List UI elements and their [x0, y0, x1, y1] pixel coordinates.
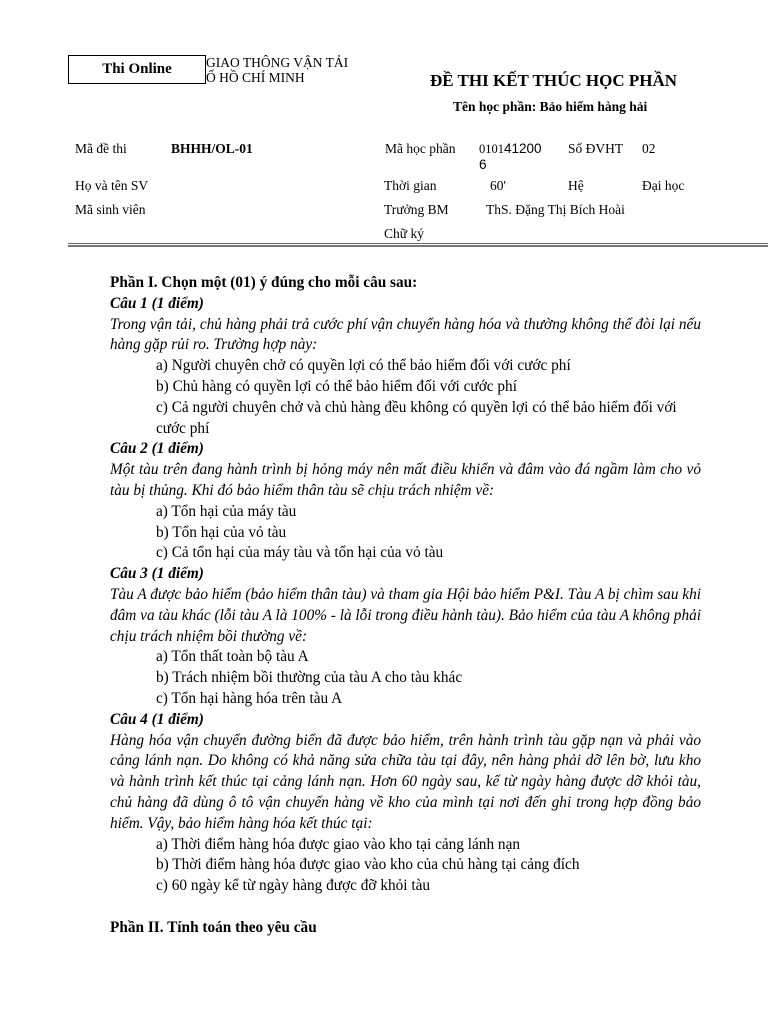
student-name-label: Họ và tên SV — [75, 178, 149, 193]
question-2-heading: Câu 2 (1 điểm) — [110, 440, 204, 458]
course-code-value — [479, 140, 542, 158]
course-subtitle: Tên học phần: Bảo hiểm hàng hải — [453, 99, 648, 114]
course-code-prefix: 0101 — [479, 142, 504, 156]
signature-label: Chữ ký — [384, 226, 424, 241]
course-code-value-line2: 6 — [479, 157, 487, 172]
time-value: 60' — [490, 178, 506, 193]
ministry-name-line1: GIAO THÔNG VẬN TẢI — [206, 55, 349, 70]
question-4-text: Hàng hóa vận chuyển đường biển đã được bảo hiểm, trên hành trình tàu gặp nạn và phải vào cảng lánh nạn. Do không có khả năng sửa chữa tàu tại đây, nên hàng phải dỡ lên bờ, lưu kho và hành trình kết thúc tại cảng lánh nạn. Hơn 60 ngày sau, kể từ ngày hàng được dỡ khỏi tàu, chủ hàng đã dùng ô tô vận chuyển hàng về kho của mình tại nơi đến ghi trong hợp đồng bảo hiểm. Vậy, bảo hiểm hàng hóa kết thúc tại: — [110, 731, 701, 832]
student-id-label: Mã sinh viên — [75, 202, 146, 217]
credits-value: 02 — [642, 141, 656, 156]
question-1-option-c: c) Cả người chuyên chở và chủ hàng đều không có quyền lợi có thể bảo hiểm đối với cước phí — [156, 398, 677, 437]
part2-heading: Phần II. Tính toán theo yêu cầu — [110, 918, 317, 936]
exam-code-label: Mã đề thi — [75, 141, 127, 156]
header-divider-thick — [68, 245, 768, 247]
thi-online-badge: Thi Online — [68, 55, 206, 84]
head-of-dept-label: Trưởng BM — [384, 202, 449, 217]
question-2-option-a: a) Tổn hại của máy tàu — [156, 502, 297, 520]
exam-code-value: BHHH/OL-01 — [171, 141, 253, 156]
question-3-option-c: c) Tổn hại hàng hóa trên tàu A — [156, 689, 343, 707]
question-2-option-c: c) Cả tổn hại của máy tàu và tổn hại của vỏ tàu — [156, 544, 444, 562]
question-3-option-a: a) Tổn thất toàn bộ tàu A — [156, 648, 309, 666]
system-label: Hệ — [568, 178, 584, 193]
question-2-option-b: b) Tổn hại của vỏ tàu — [156, 523, 287, 541]
exam-content — [110, 273, 701, 939]
course-code-label: Mã học phần — [385, 141, 456, 156]
time-label: Thời gian — [384, 178, 437, 193]
question-3-heading: Câu 3 (1 điểm) — [110, 565, 204, 583]
question-1-option-b: b) Chủ hàng có quyền lợi có thể bảo hiểm đối với cước phí — [156, 377, 517, 395]
part1-heading: Phần I. Chọn một (01) ý đúng cho mỗi câu sau: — [110, 274, 418, 291]
system-value: Đại học — [642, 178, 685, 193]
question-4-option-b: b) Thời điểm hàng hóa được giao vào kho của chủ hàng tại cảng đích — [156, 856, 580, 874]
question-1-text: Trong vận tải, chủ hàng phải trả cước phí vận chuyển hàng hóa và thường không thể đòi lại nếu hàng gặp rủi ro. Trường hợp này: — [110, 315, 701, 354]
question-3-option-b: b) Trách nhiệm bồi thường của tàu A cho tàu khác — [156, 669, 463, 687]
question-4-heading: Câu 4 (1 điểm) — [110, 710, 204, 728]
university-name-line2: Ố HỒ CHÍ MINH — [206, 70, 305, 85]
exam-title: ĐỀ THI KẾT THÚC HỌC PHẦN — [430, 71, 678, 90]
question-4-option-c: c) 60 ngày kể từ ngày hàng được đỡ khỏi tàu — [156, 877, 431, 895]
question-1-heading: Câu 1 (1 điểm) — [110, 294, 204, 312]
question-1-option-a: a) Người chuyên chở có quyền lợi có thể bảo hiểm đối với cước phí — [156, 357, 571, 375]
header-divider-thin — [68, 243, 768, 244]
head-of-dept-value: ThS. Đặng Thị Bích Hoài — [486, 202, 625, 217]
question-3-text: Tàu A được bảo hiểm (bảo hiểm thân tàu) và tham gia Hội bảo hiểm P&I. Tàu A bị chìm sau khi đâm va tàu khác (lỗi tàu A là 100% - là lỗi trong điều hành tàu). Bảo hiểm của tàu A không phải chịu trách nhiệm bồi thường về: — [110, 585, 701, 645]
question-4-option-a: a) Thời điểm hàng hóa được giao vào kho tại cảng lánh nạn — [156, 835, 521, 853]
course-code-rest: 41200 — [504, 141, 542, 156]
credits-label: Số ĐVHT — [568, 141, 624, 156]
question-2-text: Một tàu trên đang hành trình bị hỏng máy nên mất điều khiển và đâm vào đá ngầm làm cho vỏ tàu bị thủng. Khi đó bảo hiểm thân tàu sẽ chịu trách nhiệm về: — [110, 461, 701, 499]
